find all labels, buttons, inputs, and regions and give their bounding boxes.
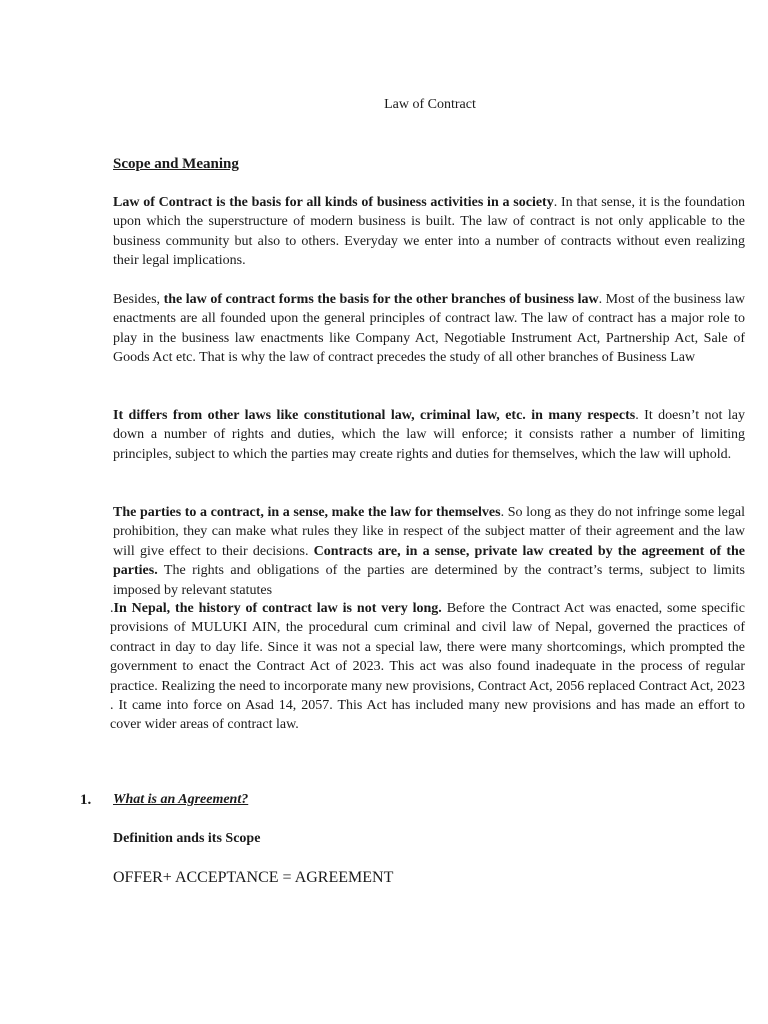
paragraph-2-text: . Most of the business law enactments are all founded upon the general principles of contract law. The law of contract has a major role to play in the business law enactments like Company Act, Negotiable Instrument Act, Partnership Act, Sale of Goods Act etc. That is why the law of contract precedes the study of all other branches of Business Law	[113, 292, 745, 366]
paragraph-4-text: . So long as they do not infringe some legal prohibition, they can make what rules they like in respect of the subject matter of their agreement and the law will give effect to their decisions.	[113, 505, 745, 559]
paragraph-4	[113, 503, 745, 600]
paragraph-2-bold: the law of contract forms the basis for the other branches of business law	[163, 292, 599, 307]
paragraph-1-text: . In that sense, it is the foundation upon which the superstructure of modern business is built. The law of contract is not only applicable to the business community but also to others. Everyday we enter into a number of contracts without even realizing their legal implications.	[113, 195, 745, 269]
paragraph-4-text-end: The rights and obligations of the parties are determined by the contract’s terms, subject to limits imposed by relevant statutes	[113, 563, 745, 598]
question-title: What is an Agreement?	[113, 792, 249, 807]
paragraph-4-bold-mid: Contracts are, in a sense, private law created by the agreement of the parties.	[113, 543, 746, 579]
paragraph-5-text: Before the Contract Act was enacted, some specific provisions of MULUKI AIN, the procedural cum criminal and civil law of Nepal, governed the practices of contract in day to day life. Since it was not a special law, there were many shortcomings, which prompted the government to enact the Contract Act of 2023. This act was also found inadequate in the process of regular practice. Realizing the need to incorporate many new provisions, Contract Act, 2056 replaced Contract Act, 2023 . It came into force on Asad 14, 2057. This Act has included many new provisions and has made an effort to cover wider areas of contract law.	[110, 601, 745, 733]
paragraph-3-bold-lead: It differs from other laws like constitutional law, criminal law, etc. in many respects	[113, 408, 636, 423]
agreement-formula: OFFER+ ACCEPTANCE = AGREEMENT	[113, 869, 394, 886]
paragraph-1-bold-lead: Law of Contract is the basis for all kinds of business activities in a society	[113, 195, 554, 210]
question-number: 1.	[80, 792, 92, 808]
paragraph-5-lead: .	[110, 601, 114, 616]
paragraph-5-bold: In Nepal, the history of contract law is not very long.	[113, 601, 442, 616]
paragraph-5	[110, 599, 745, 735]
paragraph-3	[113, 406, 745, 464]
paragraph-1	[113, 193, 745, 271]
paragraph-2-lead: Besides,	[113, 292, 164, 307]
paragraph-3-text: . It doesn’t not lay down a number of rights and duties, which the law will enforce; it consists rather a number of limiting principles, subject to which the parties may create rights and duties for themselves, which the law will uphold.	[113, 408, 745, 462]
document-title: Law of Contract	[384, 97, 476, 112]
section-heading: Scope and Meaning	[113, 156, 239, 172]
paragraph-2	[113, 290, 745, 368]
paragraph-4-bold-lead: The parties to a contract, in a sense, make the law for themselves	[113, 505, 501, 520]
definition-heading: Definition ands its Scope	[113, 831, 261, 846]
